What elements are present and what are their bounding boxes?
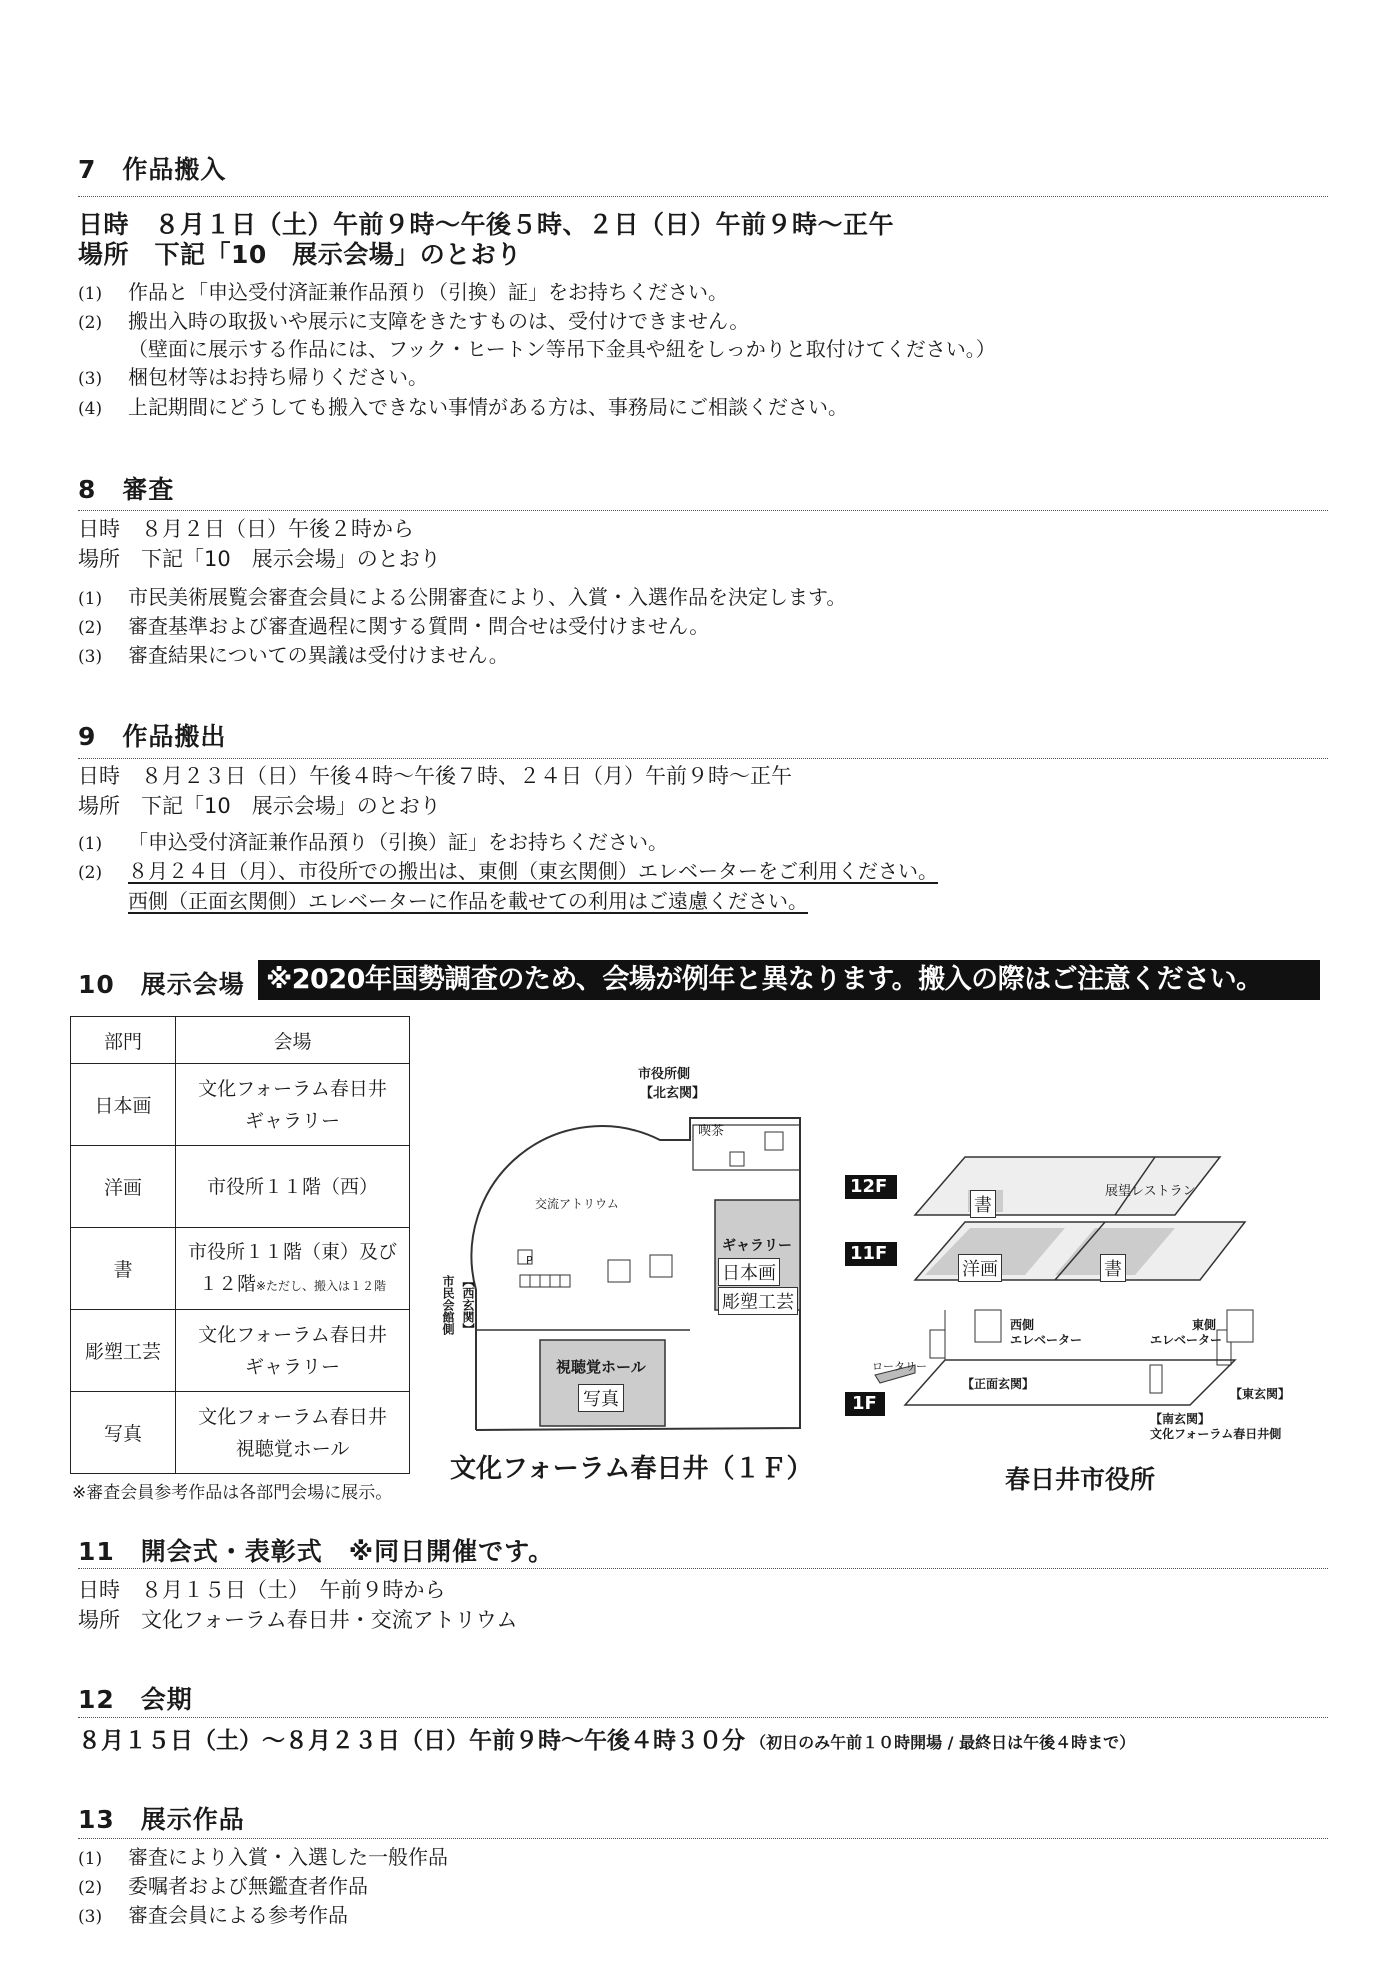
dept-cell: 写真 [71, 1392, 176, 1474]
section-divider [78, 196, 1328, 197]
list-item: (1) 作品と「申込受付済証兼作品預り（引換）証」をお持ちください。 [78, 280, 728, 304]
notice-banner: ※2020年国勢調査のため、会場が例年と異なります。搬入の際はご注意ください。 [258, 960, 1320, 1000]
s11-place: 場所 文化フォーラム春日井・交流アトリウム [78, 1608, 518, 1632]
s9-place: 場所 下記「10 展示会場」のとおり [78, 794, 441, 818]
restroom-icon [765, 1132, 783, 1150]
venue-cell: 市役所１１階（西） [176, 1146, 410, 1228]
section-10-title: 10 展示会場 [78, 970, 245, 999]
list-item: (1) 市民美術展覧会審査会員による公開審査により、入賞・入選作品を決定します。 [78, 585, 847, 609]
hall-label: 視聴覚ホール [556, 1358, 646, 1376]
north-entrance-label: 【北玄関】 [640, 1086, 706, 1101]
table-header: 会場 [176, 1017, 410, 1064]
table-row [71, 1310, 410, 1392]
west-elevator-label-2: エレベーター [1010, 1333, 1083, 1347]
table-row [71, 1146, 410, 1228]
venue-table [70, 1016, 410, 1474]
elevator-icon [975, 1310, 1001, 1342]
table-note: ※審査会員参考作品は各部門会場に展示。 [72, 1483, 393, 1503]
forum-side-label: 文化フォーラム春日井側 [1150, 1427, 1282, 1441]
east-elevator-label-2: エレベーター [1150, 1333, 1223, 1347]
section-divider [78, 1717, 1328, 1718]
s7-place: 場所 下記「10 展示会場」のとおり [78, 240, 522, 269]
table-row [71, 1392, 410, 1474]
s12-period: ８月１５日（土）～８月２３日（日）午前９時～午後４時３０分 [78, 1728, 745, 1754]
list-item: (2) ８月２４日（月）、市役所での搬出は、東側（東玄関側）エレベーターをご利用ください。 [78, 859, 938, 883]
elevator-icon [608, 1260, 630, 1282]
list-item: (3) 審査結果についての異議は受付けません。 [78, 643, 509, 667]
section-11-title: 11 開会式・表彰式 ※同日開催です。 [78, 1537, 555, 1566]
dept-cell: 日本画 [71, 1064, 176, 1146]
section-divider [78, 1838, 1328, 1839]
accessible-icon [730, 1152, 744, 1166]
forum-map-caption: 文化フォーラム春日井（１Ｆ） [450, 1454, 813, 1484]
table-row [71, 1064, 410, 1146]
table-header: 部門 [71, 1017, 176, 1064]
list-item: (3) 審査会員による参考作品 [78, 1903, 348, 1927]
restaurant-label: 展望レストラン [1105, 1184, 1196, 1199]
s9-date: 日時 ８月２３日（日）午後４時～午後７時、２４日（月）午前９時～正午 [78, 764, 792, 788]
list-item-continuation: （壁面に展示する作品には、フック・ヒートン等吊下金具や紐をしっかりと取付けてください。） [128, 337, 996, 361]
list-item: (2) 搬出入時の取扱いや展示に支障をきたすものは、受付けできません。 [78, 309, 750, 333]
atrium-label: 交流アトリウム [535, 1197, 619, 1211]
list-item: (2) 委嘱者および無鑑査者作品 [78, 1874, 368, 1898]
table-row [71, 1228, 410, 1310]
elevator-icon [650, 1255, 672, 1277]
city-hall-map-caption: 春日井市役所 [1005, 1465, 1156, 1494]
east-entrance-label: 【東玄関】 [1230, 1387, 1291, 1401]
s12-period-note: （初日のみ午前１０時開場 / 最終日は午後４時まで） [750, 1733, 1136, 1752]
east-elevator-label: 東側 [1192, 1318, 1217, 1332]
west-entrance-label: 【西玄関】 [461, 1275, 475, 1335]
west-elevator-label: 西側 [1010, 1318, 1035, 1332]
venue-cell: 文化フォーラム春日井 ギャラリー [176, 1064, 410, 1146]
rotary-label: ロータリー [872, 1360, 927, 1373]
list-item: (1) 「申込受付済証兼作品預り（引換）証」をお持ちください。 [78, 830, 668, 854]
section-13-title: 13 展示作品 [78, 1805, 245, 1834]
s11-date: 日時 ８月１５日（土） 午前９時から [78, 1578, 446, 1602]
floor-11f-label: 11F [850, 1243, 888, 1264]
list-item: (2) 審査基準および審査過程に関する質問・問合せは受付けません。 [78, 614, 710, 638]
list-item: (3) 梱包材等はお持ち帰りください。 [78, 365, 428, 389]
venue-cell: 市役所１１階（東）及び １２階※ただし、搬入は１２階 [176, 1228, 410, 1310]
list-item-continuation: 西側（正面玄関側）エレベーターに作品を載せての利用はご遠慮ください。 [128, 889, 808, 913]
list-item: (1) 審査により入賞・入選した一般作品 [78, 1845, 448, 1869]
north-label: 市役所側 [638, 1067, 691, 1082]
floor-1f-label: 1F [852, 1393, 877, 1414]
city-hall-floor-map [845, 1145, 1285, 1445]
venue-cell: 文化フォーラム春日井 ギャラリー [176, 1310, 410, 1392]
venue-cell: 文化フォーラム春日井 視聴覚ホール [176, 1392, 410, 1474]
f12-calligraphy-label: 書 [970, 1190, 996, 1218]
s7-date: 日時 ８月１日（土）午前９時～午後５時、２日（日）午前９時～正午 [78, 210, 895, 239]
dept-cell: 彫塑工芸 [71, 1310, 176, 1392]
section-7-title: 7 作品搬入 [78, 155, 227, 184]
cafe-label: 喫茶 [698, 1124, 725, 1139]
dept-cell: 書 [71, 1228, 176, 1310]
forum-floor-map [440, 1050, 840, 1500]
parking-label: P [526, 1254, 533, 1267]
elevator-icon [1227, 1310, 1253, 1342]
f11-calligraphy-label: 書 [1100, 1254, 1126, 1282]
gallery-dept-sculpture: 彫塑工芸 [718, 1287, 798, 1315]
south-entrance-label: 【南玄関】 [1150, 1412, 1211, 1426]
floor-12f-label: 12F [850, 1176, 888, 1197]
section-12-title: 12 会期 [78, 1685, 193, 1714]
dept-cell: 洋画 [71, 1146, 176, 1228]
section-divider [78, 510, 1328, 511]
gallery-dept-nihonga: 日本画 [718, 1258, 780, 1286]
hall-dept-photo: 写真 [578, 1384, 624, 1412]
s8-place: 場所 下記「10 展示会場」のとおり [78, 547, 441, 571]
main-entrance-label: 【正面玄関】 [962, 1377, 1035, 1391]
section-divider [78, 758, 1328, 759]
section-8-title: 8 審査 [78, 475, 175, 504]
hall-area [540, 1340, 665, 1426]
section-divider [78, 1568, 1328, 1569]
stairs-icon [520, 1275, 570, 1287]
s8-date: 日時 ８月２日（日）午後２時から [78, 517, 414, 541]
s12-period-line [78, 1722, 1135, 1755]
list-item: (4) 上記期間にどうしても搬入できない事情がある方は、事務局にご相談ください。 [78, 395, 848, 419]
gallery-label: ギャラリー [722, 1238, 792, 1254]
civic-hall-side-label: 市民会館側 [441, 1275, 455, 1335]
f11-western-label: 洋画 [958, 1254, 1002, 1282]
section-9-title: 9 作品搬出 [78, 722, 227, 751]
